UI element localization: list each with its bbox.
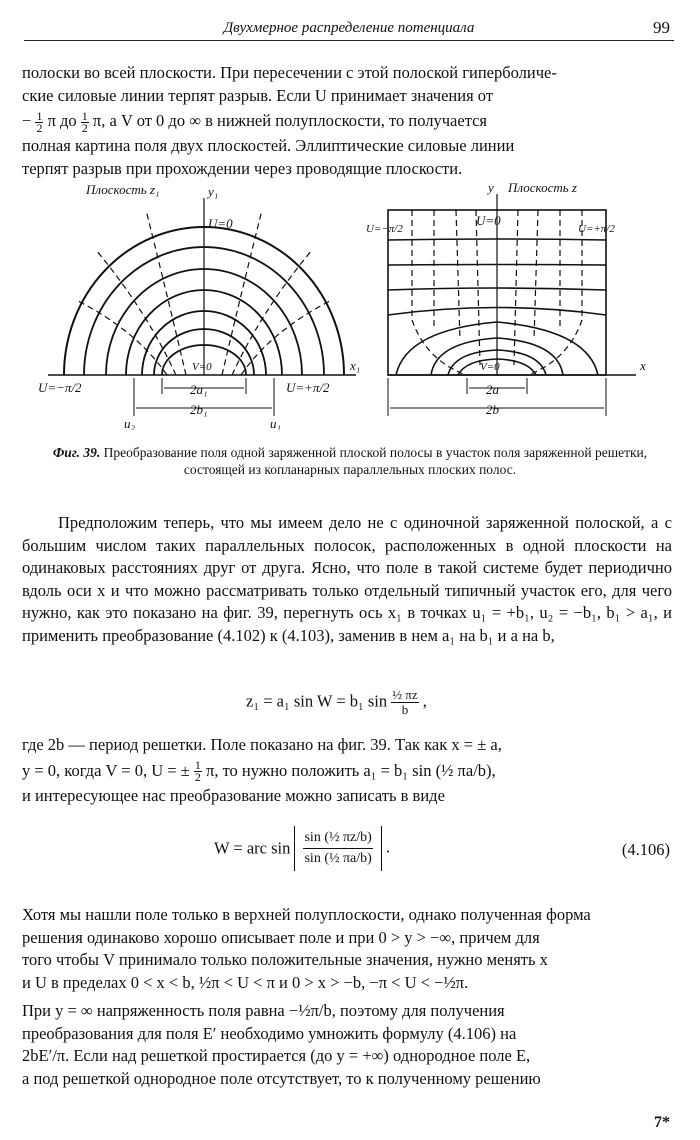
figure-right-labels <box>366 180 646 417</box>
para3-line2 <box>22 757 672 785</box>
eq2-fraction: $\frac{\text{sin (½ πz/b)}}{\text{sin (½ πa/b)}}$ <box>304 830 372 866</box>
para1-line3 <box>22 107 672 135</box>
right-v0-label: V=0 <box>480 361 500 373</box>
running-title: Двухмерное распределение потенциала <box>223 20 475 36</box>
para5-line1: При y = ∞ напряженность поля равна −½π/b, поэтому для получения <box>22 1001 505 1020</box>
u2-label: u₂ <box>124 416 136 430</box>
y-axis-label: y <box>488 180 494 195</box>
paragraph-1 <box>22 62 672 180</box>
plane-z-label: Плоскость z <box>508 180 577 195</box>
page-number: 99 <box>653 18 670 37</box>
right-2b-label: 2b <box>486 402 499 417</box>
left-v0-label: V=0 <box>192 361 212 373</box>
paragraph-2 <box>22 512 672 647</box>
figure-left-labels <box>38 182 360 430</box>
fraction-half-3: $\frac{1}{2}$ <box>194 758 201 785</box>
para1-line4: полная картина поля двух плоскостей. Эллиптические силовые линии <box>22 136 515 155</box>
left-2b1-label: 2b₁ <box>190 402 208 417</box>
left-u-plus-label: U=+π/2 <box>286 380 330 395</box>
x-axis-label: x <box>640 358 646 373</box>
fraction-half: $\frac{1}{2}$ <box>36 108 43 135</box>
para4-line3: того чтобы V принимало только положительные значения, нужно менять x <box>22 950 548 969</box>
figure-svg <box>36 180 666 430</box>
right-u-plus-label: U=+π/2 <box>578 223 615 235</box>
para4-line1: Хотя мы нашли поле только в верхней полуплоскости, однако полученная форма <box>22 905 591 924</box>
para3-line2-a: y = 0, когда V = 0, U = ± <box>22 760 190 780</box>
right-u0-label: U=0 <box>476 213 501 228</box>
para2-text: Предположим теперь, что мы имеем дело не с одиночной заряженной полоской, а с большим числом таких параллельных полосок, расположенных в одной плоскости на одинаковых расстояниях друг от друга. Ясно, что поле в такой системе будет периодично вдоль оси x и что можно рассматривать только отдельный типичный участок его, для чего нужно, как это показано на фиг. 39, перегнуть ось x₁ в точках u₁ = +b₁, u₂ = −b₁, b₁ > a₁, и применить преобразование (4.102) к (4.103), заменив в нем a₁ на b₁ и a на b, <box>22 513 672 645</box>
para3-line2-b: π, то нужно положить a₁ = b₁ sin (½ πa/b), <box>205 760 496 780</box>
equation-4-106 <box>214 826 390 871</box>
eq2-bracket <box>294 826 381 871</box>
para4-line4: и U в пределах 0 < x < b, ½π < U < π и 0 > x > −b, −π < U < −½π. <box>22 972 469 992</box>
paragraph-3 <box>22 734 672 807</box>
figure-caption <box>44 444 656 478</box>
eq1-fraction: $\frac{\text{½ πz}}{b}$ <box>392 687 418 717</box>
para1-line5: терпят разрыв при прохождении через проводящие плоскости. <box>22 158 463 178</box>
para1-line1: полоски во всей плоскости. При пересечении с этой полоской гиперболиче- <box>22 63 557 82</box>
equation-z1 <box>246 688 427 717</box>
left-2a1-label: 2a₁ <box>190 382 208 397</box>
equation-number: (4.106) <box>621 840 670 859</box>
left-u0-label: U=0 <box>208 216 233 231</box>
eq1-lhs: z₁ = a₁ sin W = b₁ sin <box>246 691 388 711</box>
para1-line3-d: ∞ в нижней полуплоскости, то получается <box>189 111 488 130</box>
caption-text: Преобразование поля одной заряженной плоской полосы в участок поля заряженной решетки, состоящей из копланарных параллельных плоских полос. <box>103 445 648 477</box>
figure-39 <box>36 180 666 430</box>
right-2a-label: 2a <box>486 382 499 397</box>
para3-line3: и интересующее нас преобразование можно записать в виде <box>22 785 445 805</box>
para1-line3-b: π до <box>47 111 77 130</box>
para1-line2: ские силовые линии терпят разрыв. Если U принимает значения от <box>22 85 494 105</box>
x1-axis-label: x₁ <box>350 358 361 373</box>
right-u-minus-label: U=−π/2 <box>366 223 403 235</box>
caption-label: Фиг. 39. <box>52 445 101 460</box>
para5-line3: 2bE′/π. Если над решеткой простирается (до y = +∞) однородное поле E, <box>22 1046 531 1065</box>
plane-z1-label: Плоскость z₁ <box>86 182 160 197</box>
paragraph-5 <box>22 1000 672 1090</box>
u1-label: u₁ <box>270 416 282 430</box>
minus-sign: − <box>22 111 32 130</box>
paragraph-4 <box>22 904 672 994</box>
left-u-minus-label: U=−π/2 <box>38 380 82 395</box>
running-header <box>24 18 674 41</box>
fraction-half-2: $\frac{1}{2}$ <box>81 108 88 135</box>
para5-line4: а под решеткой однородное поле отсутствует, то к полученному решению <box>22 1068 541 1088</box>
para1-line3-c: π, а V от 0 до <box>92 111 186 130</box>
eq1-tail: , <box>422 691 427 711</box>
eq2-tail: . <box>385 837 391 857</box>
para4-line2: решения одинаково хорошо описывает поле и при 0 > y > −∞, причем для <box>22 927 540 947</box>
para5-line2: преобразования для поля E′ необходимо умножить формулу (4.106) на <box>22 1023 517 1043</box>
y1-axis-label: y₁ <box>208 184 219 199</box>
eq2-lhs: W = arc sin <box>214 838 291 858</box>
para3-line1: где 2b — период решетки. Поле показано на фиг. 39. Так как x = ± a, <box>22 735 502 754</box>
signature-mark: 7* <box>654 1114 670 1131</box>
